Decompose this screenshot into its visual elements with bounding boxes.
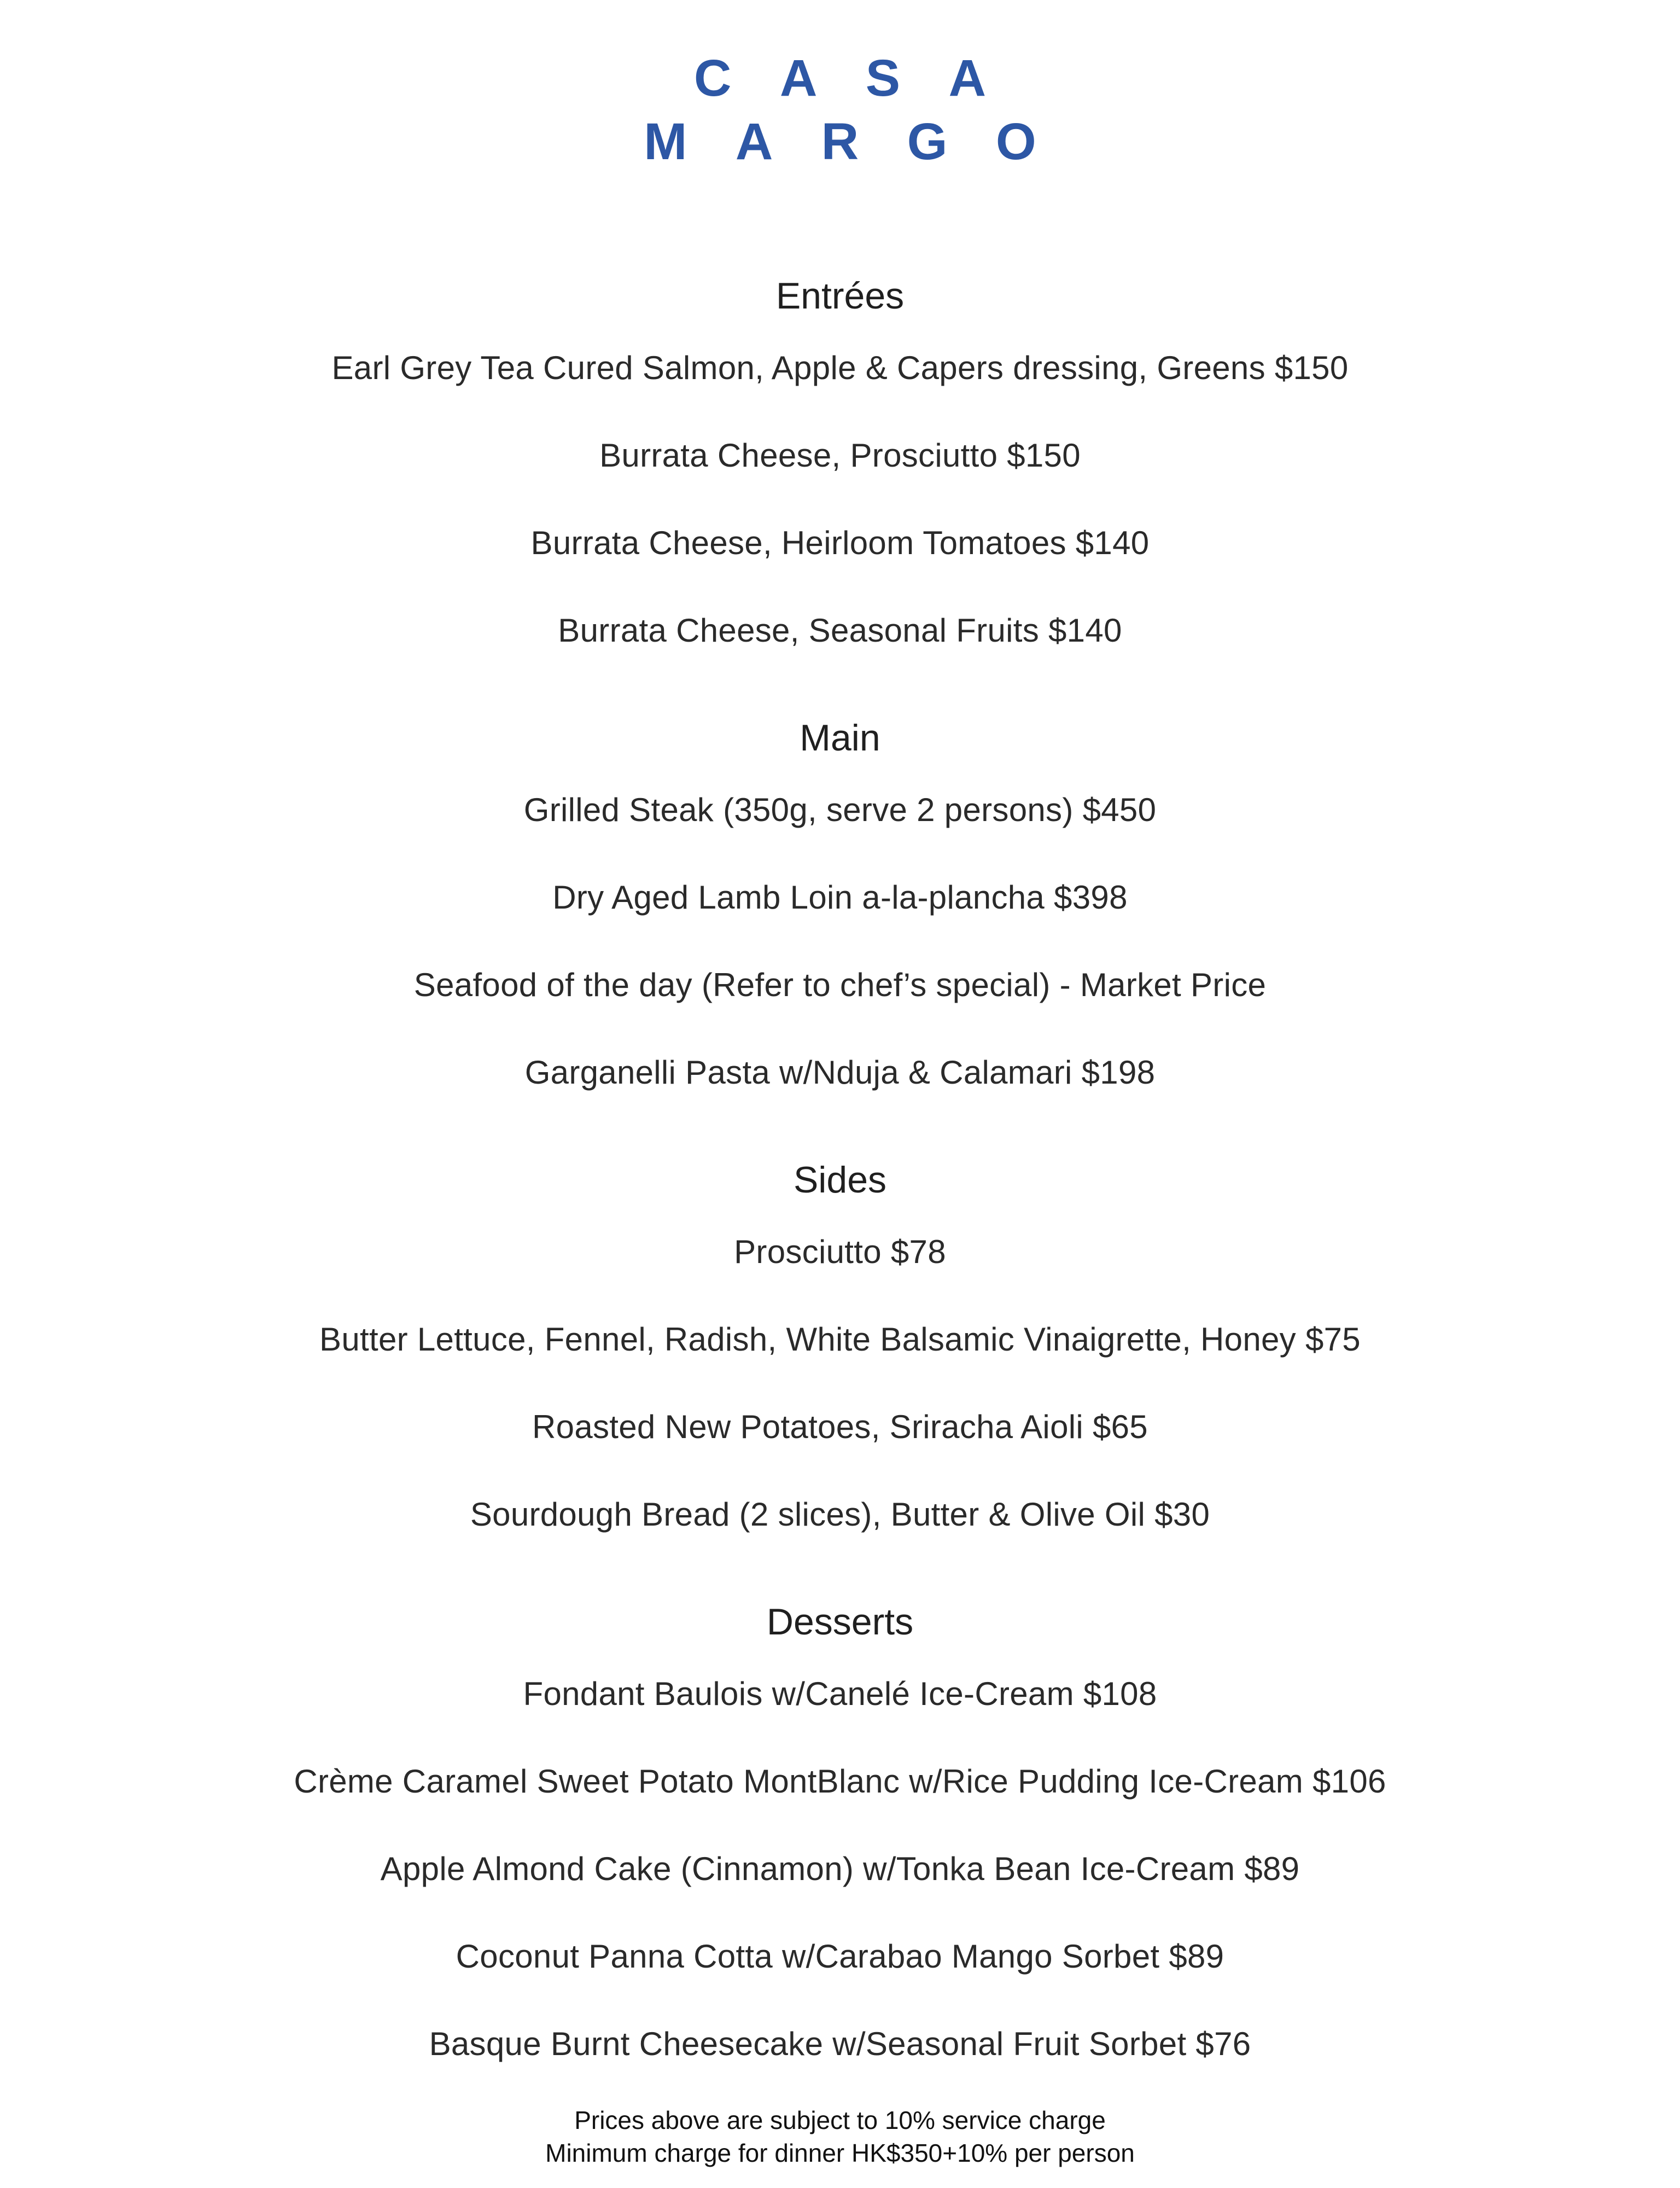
section-heading-sides: Sides [793,1159,887,1201]
section-entrees [0,274,1680,650]
section-heading-desserts: Desserts [766,1601,914,1643]
menu-item: Earl Grey Tea Cured Salmon, Apple & Capers dressing, Greens $150 [331,350,1349,386]
menu-item: Burrata Cheese, Prosciutto $150 [599,437,1081,474]
section-heading-entrees: Entrées [775,275,905,317]
menu-item: Sourdough Bread (2 slices), Butter & Olive Oil $30 [470,1496,1210,1533]
menu-item: Crème Caramel Sweet Potato MontBlanc w/Rice Pudding Ice-Cream $106 [294,1763,1386,1800]
menu-item: Dry Aged Lamb Loin a-la-plancha $398 [552,879,1128,916]
menu-item: Butter Lettuce, Fennel, Radish, White Balsamic Vinaigrette, Honey $75 [319,1321,1361,1358]
footer-line-minimum-charge: Minimum charge for dinner HK$350+10% per person [545,2139,1135,2167]
menu-item: Apple Almond Cake (Cinnamon) w/Tonka Bean Ice-Cream $89 [380,1851,1300,1887]
section-sides [0,1158,1680,1534]
menu-item: Fondant Baulois w/Canelé Ice-Cream $108 [523,1675,1157,1712]
menu-item: Coconut Panna Cotta w/Carabao Mango Sorbet $89 [456,1938,1224,1975]
menu-item: Basque Burnt Cheesecake w/Seasonal Fruit Sorbet $76 [429,2026,1251,2062]
logo-line-casa: CASA [693,49,1035,107]
restaurant-logo [0,46,1680,173]
logo-line-margo: MARGO [644,113,1085,171]
menu-item: Burrata Cheese, Seasonal Fruits $140 [558,612,1122,649]
menu-item: Burrata Cheese, Heirloom Tomatoes $140 [530,525,1150,561]
menu-item: Seafood of the day (Refer to chef’s special) - Market Price [413,967,1267,1003]
footer-line-service-charge: Prices above are subject to 10% service charge [574,2106,1106,2134]
section-desserts [0,1600,1680,2064]
section-main [0,716,1680,1092]
menu-item: Garganelli Pasta w/Nduja & Calamari $198 [524,1054,1156,1091]
menu-item: Roasted New Potatoes, Sriracha Aioli $65 [532,1409,1148,1445]
service-charge-note [0,2104,1680,2169]
menu-item: Grilled Steak (350g, serve 2 persons) $450 [523,792,1157,828]
menu-content [0,274,1680,2064]
section-heading-main: Main [800,717,880,759]
menu-item: Prosciutto $78 [734,1233,946,1270]
